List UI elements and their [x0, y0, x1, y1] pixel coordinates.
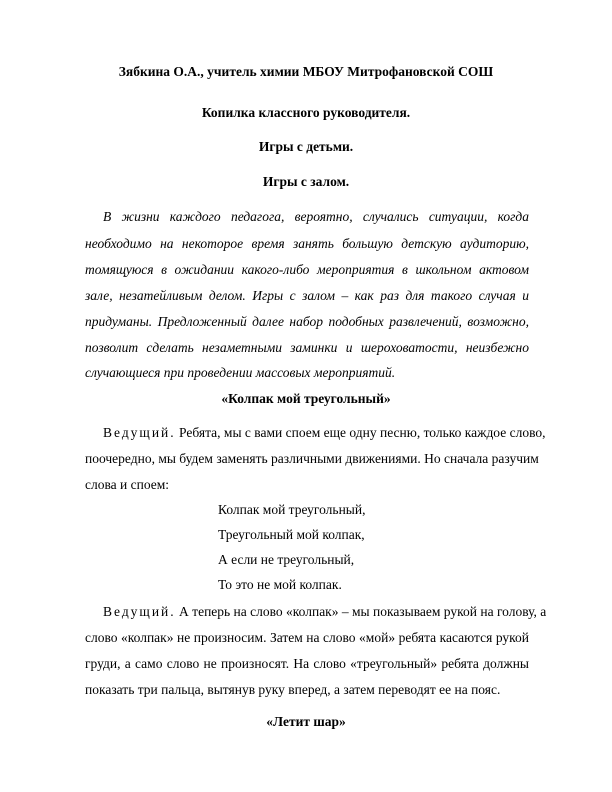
intro-line: случающиеся при проведении массовых мероприятий.	[85, 365, 396, 380]
verse-line: Треугольный мой колпак,	[218, 527, 365, 542]
intro-line: зале, незатейливым делом. Игры с залом – как раз для такого случая и	[85, 288, 529, 303]
author-heading: Зябкина О.А., учитель химии МБОУ Митрофановской СОШ	[118, 64, 494, 79]
game-title: «Летит шар»	[266, 714, 346, 729]
intro-line: томящуюся в ожидании какого-либо мероприятия в школьном актовом	[85, 262, 529, 277]
intro-line: придуманы. Предложенный далее набор подобных развлечений, возможно,	[85, 314, 529, 329]
intro-line: В жизни каждого педагога, вероятно, случались ситуации, когда	[103, 209, 529, 224]
topic-heading: Игры с детьми.	[258, 139, 354, 154]
game-title: «Колпак мой треугольный»	[221, 391, 391, 406]
paragraph-line: поочередно, мы будем заменять различными движениями. Но сначала разучим	[85, 451, 539, 466]
paragraph-line: груди, а само слово не произносят. На слово «треугольный» ребята должны	[85, 656, 529, 671]
paragraph-line	[103, 604, 547, 620]
paragraph-line: слова и споем:	[85, 477, 170, 492]
speaker-label: Ведущий.	[103, 425, 176, 440]
subtopic-heading: Игры с залом.	[262, 174, 350, 189]
verse-line: А если не треугольный,	[218, 552, 355, 567]
paragraph-line: слово «колпак» не произносим. Затем на слово «мой» ребята касаются рукой	[85, 630, 529, 645]
verse-line: Колпак мой треугольный,	[218, 502, 366, 517]
paragraph-text: А теперь на слово «колпак» – мы показываем рукой на голову, а	[179, 604, 547, 619]
verse-line: То это не мой колпак.	[218, 577, 342, 592]
paragraph-text: Ребята, мы с вами споем еще одну песню, только каждое слово,	[179, 425, 546, 440]
intro-line: необходимо на некоторое время занять большую детскую аудиторию,	[85, 236, 529, 251]
collection-heading: Копилка классного руководителя.	[201, 105, 411, 120]
paragraph-line	[103, 425, 546, 441]
speaker-label: Ведущий.	[103, 604, 176, 619]
paragraph-line: показать три пальца, вытянув руку вперед, а затем переводят ее на пояс.	[85, 682, 501, 697]
intro-line: позволит сделать незаметными заминки и шероховатости, неизбежно	[85, 340, 529, 355]
